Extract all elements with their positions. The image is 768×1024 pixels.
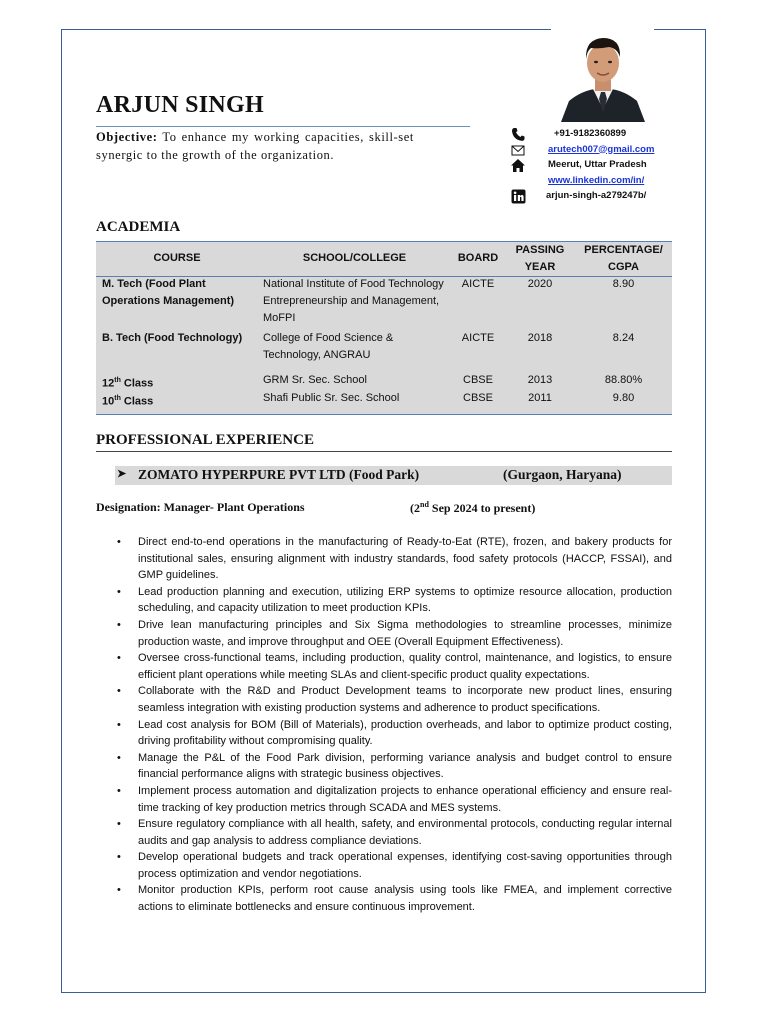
list-item: [116, 783, 672, 816]
row3-course-num: 12: [102, 377, 115, 390]
list-item-text: Implement process automation and digitalization projects to enhance operational efficiency and ensure real-time tracking of key production metrics through SCADA and MES systems.: [138, 784, 672, 814]
header-school: SCHOOL/COLLEGE: [302, 252, 407, 264]
row4-board: CBSE: [463, 392, 493, 404]
row3-board: CBSE: [463, 374, 493, 386]
list-item: [116, 683, 672, 716]
row1-school: National Institute of Food Technology Entrepreneurship and Management, MoFPI: [263, 278, 444, 324]
arrow-bullet-icon: ➤: [117, 468, 127, 480]
row4-school: Shafi Public Sr. Sec. School: [263, 392, 400, 404]
location-text: Meerut, Uttar Pradesh: [548, 159, 647, 170]
company-location: (Gurgaon, Haryana): [503, 467, 622, 482]
row4-course-num: 10: [102, 395, 115, 408]
date-pre: (2: [410, 501, 420, 515]
candidate-name: ARJUN SINGH: [96, 92, 264, 118]
contact-linkedin-url: [508, 174, 678, 190]
bullet-icon: •: [117, 685, 121, 698]
header-board: BOARD: [457, 252, 499, 264]
linkedin-handle: arjun-singh-a279247b/: [546, 190, 647, 201]
list-item: [116, 816, 672, 849]
row2-school: College of Food Science & Technology, ANGRAU: [263, 332, 394, 361]
designation-date: [410, 500, 535, 516]
contact-linkedin-handle: [508, 189, 678, 205]
list-item: [116, 617, 672, 650]
designation: Designation: Manager- Plant Operations: [96, 500, 305, 514]
list-item: [116, 750, 672, 783]
academia-table: [96, 241, 672, 415]
objective-body: To enhance my working capacities, skill-set synergic to the growth of the organization.: [96, 130, 414, 162]
row1-course: M. Tech (Food Plant Operations Management): [102, 278, 235, 307]
list-item-text: Oversee cross-functional teams, including production, quality control, maintenance, and logistics, to ensure efficient plant operations while meeting SLAs and client-specific product quality expectations.: [138, 652, 672, 681]
bullet-icon: •: [117, 851, 121, 864]
email-link[interactable]: arutech007@gmail.com: [548, 143, 655, 155]
list-item: [116, 584, 672, 617]
row3-course-sup: th: [114, 377, 121, 384]
list-item-text: Lead cost analysis for BOM (Bill of Materials), production overheads, and labor to optimize product costing, driving profitability without compromising quality.: [138, 718, 672, 748]
list-item-text: Ensure regulatory compliance with all health, safety, and environmental protocols, conducting regular internal audits and gap analysis to address compliance deviations.: [138, 818, 672, 847]
row1-pct: 8.90: [612, 278, 635, 290]
header-course: COURSE: [153, 252, 201, 264]
list-item-text: Lead production planning and execution, utilizing ERP systems to optimize resource allocation, production scheduling, and capacity utilization to meet production KPIs.: [138, 585, 672, 615]
row1-year: 2020: [527, 278, 553, 290]
objective-text: [96, 128, 414, 164]
bullet-icon: •: [117, 536, 121, 548]
company-bar: [115, 466, 672, 485]
list-item-text: Manage the P&L of the Food Park division, performing variance analysis and budget control to ensure financial performance aligns with strategic business objectives.: [138, 751, 672, 781]
linkedin-icon: [510, 189, 526, 204]
list-item-text: Monitor production KPIs, perform root cause analysis using tools like FMEA, and implement corrective actions to eliminate bottlenecks and ensure continuous improvement.: [138, 884, 672, 914]
date-sup: nd: [420, 500, 429, 509]
phone-number: +91-9182360899: [554, 128, 627, 139]
bullet-icon: •: [117, 718, 121, 731]
company-name: ZOMATO HYPERPURE PVT LTD (Food Park): [138, 467, 420, 482]
phone-icon: [510, 127, 526, 142]
bullet-icon: •: [117, 884, 121, 897]
contact-location: [508, 158, 678, 174]
row1-board: AICTE: [461, 278, 495, 290]
list-item-text: Develop operational budgets and track operational expenses, identifying cost-saving opportunities through process optimization and vendor negotiations.: [138, 851, 672, 880]
list-item: [116, 650, 672, 683]
bullet-icon: •: [117, 751, 121, 764]
row4-course-sup: th: [114, 395, 121, 402]
list-item: [116, 534, 672, 584]
header-percentage: PERCENTAGE/ CGPA: [584, 244, 663, 273]
contact-block: [508, 127, 678, 205]
list-item-text: Drive lean manufacturing principles and Six Sigma methodologies to streamline processes, minimize production waste, and improve throughput and OEE (Overall Equipment Effectiveness).: [138, 618, 672, 648]
envelope-icon: [510, 143, 526, 158]
row4-course: [102, 390, 252, 411]
bullet-icon: •: [117, 784, 121, 797]
row2-board: AICTE: [461, 332, 495, 344]
linkedin-link[interactable]: www.linkedin.com/in/: [548, 174, 645, 186]
header-passing-year: PASSING YEAR: [515, 244, 565, 273]
home-icon: [510, 158, 526, 173]
list-item-text: Collaborate with the R&D and Product Development teams to incorporate new product lines, ensuring seamless integration with existing production systems and adherence to product specifications.: [138, 685, 672, 714]
experience-underline: [96, 451, 672, 452]
responsibility-list: [116, 534, 672, 916]
objective-label: Objective:: [96, 130, 158, 144]
bullet-icon: •: [117, 585, 121, 598]
profile-photo: [551, 29, 654, 122]
list-item-text: Direct end-to-end operations in the manufacturing of Ready-to-Eat (RTE), frozen, and bakery products for institutional sales, ensuring alignment with industry standards, food safety protocols (HACCP, FSSAI), and GMP guidelines.: [138, 536, 672, 582]
row2-year: 2018: [527, 332, 553, 344]
bullet-icon: •: [117, 652, 121, 665]
row2-course: B. Tech (Food Technology): [102, 332, 243, 344]
date-post: Sep 2024 to present): [428, 501, 536, 515]
list-item: [116, 849, 672, 882]
name-underline: [96, 126, 470, 127]
list-item: [116, 882, 672, 915]
contact-email: [508, 143, 678, 159]
row3-year: 2013: [527, 374, 553, 386]
row4-pct: 9.80: [612, 392, 635, 404]
list-item: [116, 717, 672, 750]
row3-pct: 88.80%: [604, 374, 643, 386]
row4-year: 2011: [528, 392, 552, 404]
row3-course-rest: Class: [120, 377, 154, 390]
row4-course-rest: Class: [120, 395, 154, 408]
bullet-icon: •: [117, 618, 121, 631]
academia-title: ACADEMIA: [96, 219, 181, 235]
row2-pct: 8.24: [612, 332, 635, 344]
contact-phone: [508, 127, 678, 143]
experience-title: PROFESSIONAL EXPERIENCE: [96, 432, 314, 448]
row3-school: GRM Sr. Sec. School: [263, 374, 367, 386]
bullet-icon: •: [117, 818, 121, 831]
